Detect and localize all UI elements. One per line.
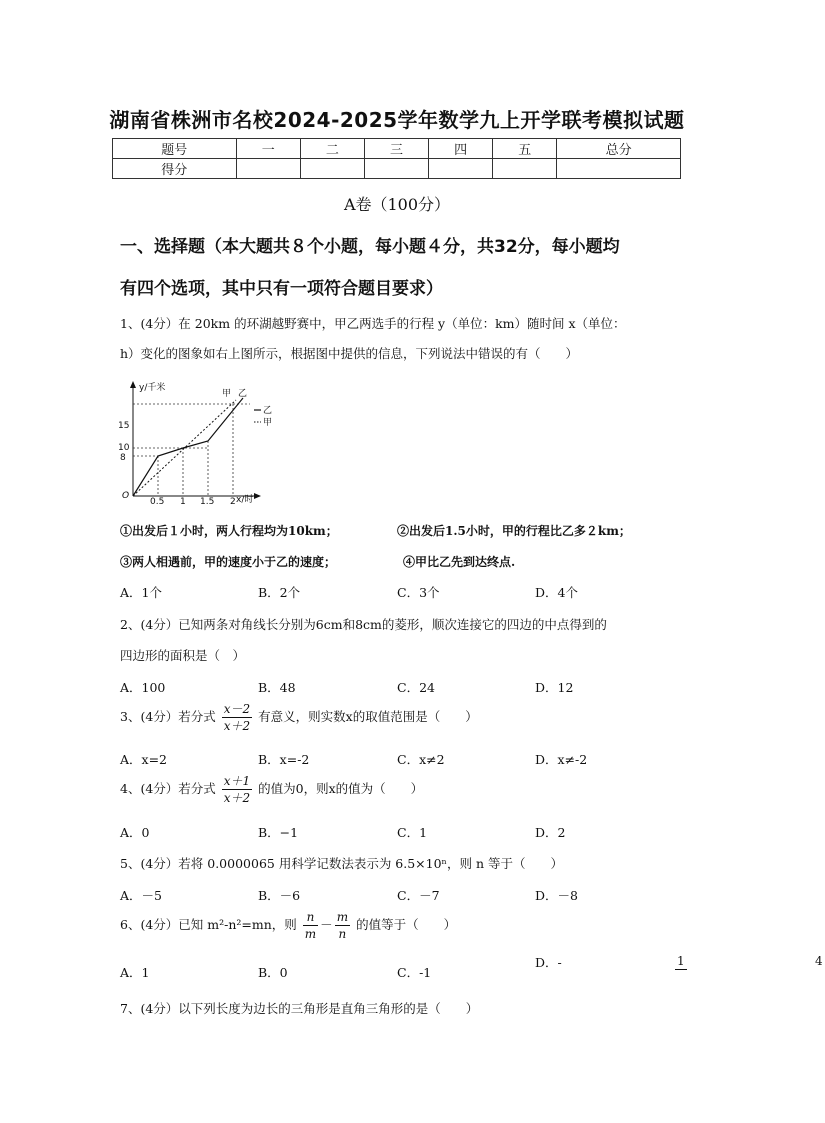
score-table-header-cell: 二 — [300, 139, 364, 159]
question-5-options — [120, 886, 680, 906]
section-heading: A卷（100分） — [343, 195, 451, 214]
y-axis-arrow — [130, 381, 136, 388]
y-tick-label: 8 — [120, 453, 126, 463]
question-3-options — [120, 750, 680, 770]
score-cell[interactable] — [300, 159, 364, 179]
minus-sign: － — [320, 917, 333, 932]
q1-note-1: ①出发后１小时，两人行程均为10km； — [120, 524, 338, 538]
y-tick-label: 15 — [118, 421, 130, 431]
score-table-header-cell: 总分 — [557, 139, 681, 159]
question-6-after: 的值等于（ ） — [356, 917, 457, 932]
series-yi-line — [133, 398, 243, 496]
option-c[interactable]: C．x≠2 — [397, 752, 445, 767]
score-table-header-row — [113, 139, 681, 159]
option-b[interactable]: B．48 — [258, 680, 296, 695]
score-table-header-cell: 三 — [364, 139, 428, 159]
fraction-numerator: n — [303, 909, 318, 926]
option-c[interactable]: C．－7 — [397, 888, 440, 903]
top-label-yi: 乙 — [238, 389, 248, 399]
fraction-numerator: x＋1 — [223, 774, 251, 788]
option-c[interactable]: C．24 — [397, 680, 435, 695]
question-1-line1: 1、(4分）在 20km 的环湖越野赛中，甲乙两选手的行程 y（单位：km）随时间 x（单位： — [120, 316, 626, 331]
fraction-numerator: m — [336, 910, 349, 924]
question-2-line2: 四边形的面积是（ ） — [120, 648, 246, 663]
question-4-before: 4、(4分）若分式 — [120, 781, 216, 796]
fraction — [222, 701, 252, 734]
top-label-jia: 甲 — [222, 389, 232, 399]
option-d[interactable]: D．－8 — [535, 888, 578, 903]
q1-note-3: ③两人相遇前，甲的速度小于乙的速度； — [120, 555, 337, 569]
fraction-numerator: 1 — [677, 954, 685, 968]
option-b[interactable]: B．2个 — [258, 585, 301, 600]
option-b[interactable]: B．x=-2 — [258, 752, 310, 767]
question-3 — [120, 701, 680, 734]
fraction — [303, 909, 318, 942]
question-4-after: 的值为0，则x的值为（ ） — [258, 781, 424, 796]
x-axis-arrow — [254, 493, 261, 499]
score-table-score-row — [113, 159, 681, 179]
option-d[interactable]: D．4个 — [535, 585, 578, 600]
q1-note-2: ②出发后1.5小时，甲的行程比乙多２km； — [397, 524, 631, 538]
option-a[interactable]: A．1个 — [120, 585, 162, 600]
option-a[interactable]: A．0 — [120, 825, 150, 840]
option-b[interactable]: B．0 — [258, 965, 288, 980]
score-cell[interactable] — [364, 159, 428, 179]
y-axis-label: y/千米 — [139, 383, 166, 393]
score-table-header-cell: 题号 — [113, 139, 237, 159]
fraction — [335, 909, 350, 942]
question-2-line1: 2、(4分）已知两条对角线长分别为6cm和8cm的菱形，顺次连接它的四边的中点得到的 — [120, 617, 607, 632]
question-3-after: 有意义，则实数x的取值范围是（ ） — [258, 709, 478, 724]
option-b[interactable]: B．−1 — [258, 825, 299, 840]
score-cell[interactable] — [429, 159, 493, 179]
option-b[interactable]: B．－6 — [258, 888, 301, 903]
question-1-line2: h）变化的图象如右上图所示，根据图中提供的信息，下列说法中错误的有（ ） — [120, 346, 579, 361]
fraction — [222, 773, 252, 806]
question-6-before: 6、(4分）已知 m²-n²=mn，则 — [120, 917, 297, 932]
part-one-heading-line1: 一、选择题（本大题共８个小题，每小题４分，共32分，每小题均 — [120, 237, 620, 257]
legend-jia-label: 甲 — [263, 418, 273, 428]
x-tick-label: 1 — [180, 497, 186, 507]
question-6 — [120, 909, 680, 942]
fraction-numerator: x－2 — [223, 702, 251, 716]
score-row-label: 得分 — [113, 159, 237, 179]
score-table — [112, 138, 681, 179]
question-2-options — [120, 678, 680, 698]
option-d[interactable]: D．12 — [535, 680, 574, 695]
option-c[interactable]: C．3个 — [397, 585, 440, 600]
x-tick-label: 0.5 — [150, 497, 165, 507]
part-one-heading-line2: 有四个选项，其中只有一项符合题目要求） — [120, 279, 443, 299]
score-cell[interactable] — [557, 159, 681, 179]
x-axis-label: x/时 — [236, 495, 254, 505]
fraction-denominator: x＋2 — [223, 791, 251, 805]
question-3-before: 3、(4分）若分式 — [120, 709, 216, 724]
option-d-prefix: D．- — [535, 955, 562, 970]
distance-time-graph — [118, 378, 278, 506]
question-1-options — [120, 583, 680, 603]
question-7: 7、(4分）以下列长度为边长的三角形是直角三角形的是（ ） — [120, 1001, 479, 1016]
q1-note-4: ④甲比乙先到达终点. — [403, 555, 516, 569]
fraction-denominator: 4 — [815, 954, 823, 968]
option-a[interactable]: A．1 — [120, 965, 150, 980]
fraction-denominator: x＋2 — [223, 719, 251, 733]
option-a[interactable]: A．100 — [120, 680, 166, 695]
score-table-header-cell: 五 — [493, 139, 557, 159]
option-a[interactable]: A．x=2 — [120, 752, 168, 767]
y-tick-label: 10 — [118, 443, 130, 453]
x-tick-label: 1.5 — [200, 497, 215, 507]
score-cell[interactable] — [236, 159, 300, 179]
x-tick-label: 2 — [230, 497, 236, 507]
option-c[interactable]: C．1 — [397, 825, 428, 840]
origin-label: O — [122, 491, 130, 501]
score-cell[interactable] — [493, 159, 557, 179]
option-c[interactable]: C．-1 — [397, 965, 432, 980]
page-title: 湖南省株洲市名校2024-2025学年数学九上开学联考模拟试题 — [109, 108, 685, 132]
score-table-header-cell: 四 — [429, 139, 493, 159]
fraction-denominator: m — [304, 927, 317, 941]
question-6-options — [120, 954, 823, 993]
legend-yi-label: 乙 — [263, 406, 273, 416]
fraction-denominator: n — [338, 927, 347, 941]
question-4 — [120, 773, 680, 806]
score-table-header-cell: 一 — [236, 139, 300, 159]
question-5: 5、(4分）若将 0.0000065 用科学记数法表示为 6.5×10ⁿ，则 n 等于（ ） — [120, 856, 563, 871]
option-a[interactable]: A．－5 — [120, 888, 162, 903]
option-d[interactable]: D．x≠-2 — [535, 752, 588, 767]
question-4-options — [120, 823, 680, 843]
option-d[interactable]: D．2 — [535, 825, 566, 840]
